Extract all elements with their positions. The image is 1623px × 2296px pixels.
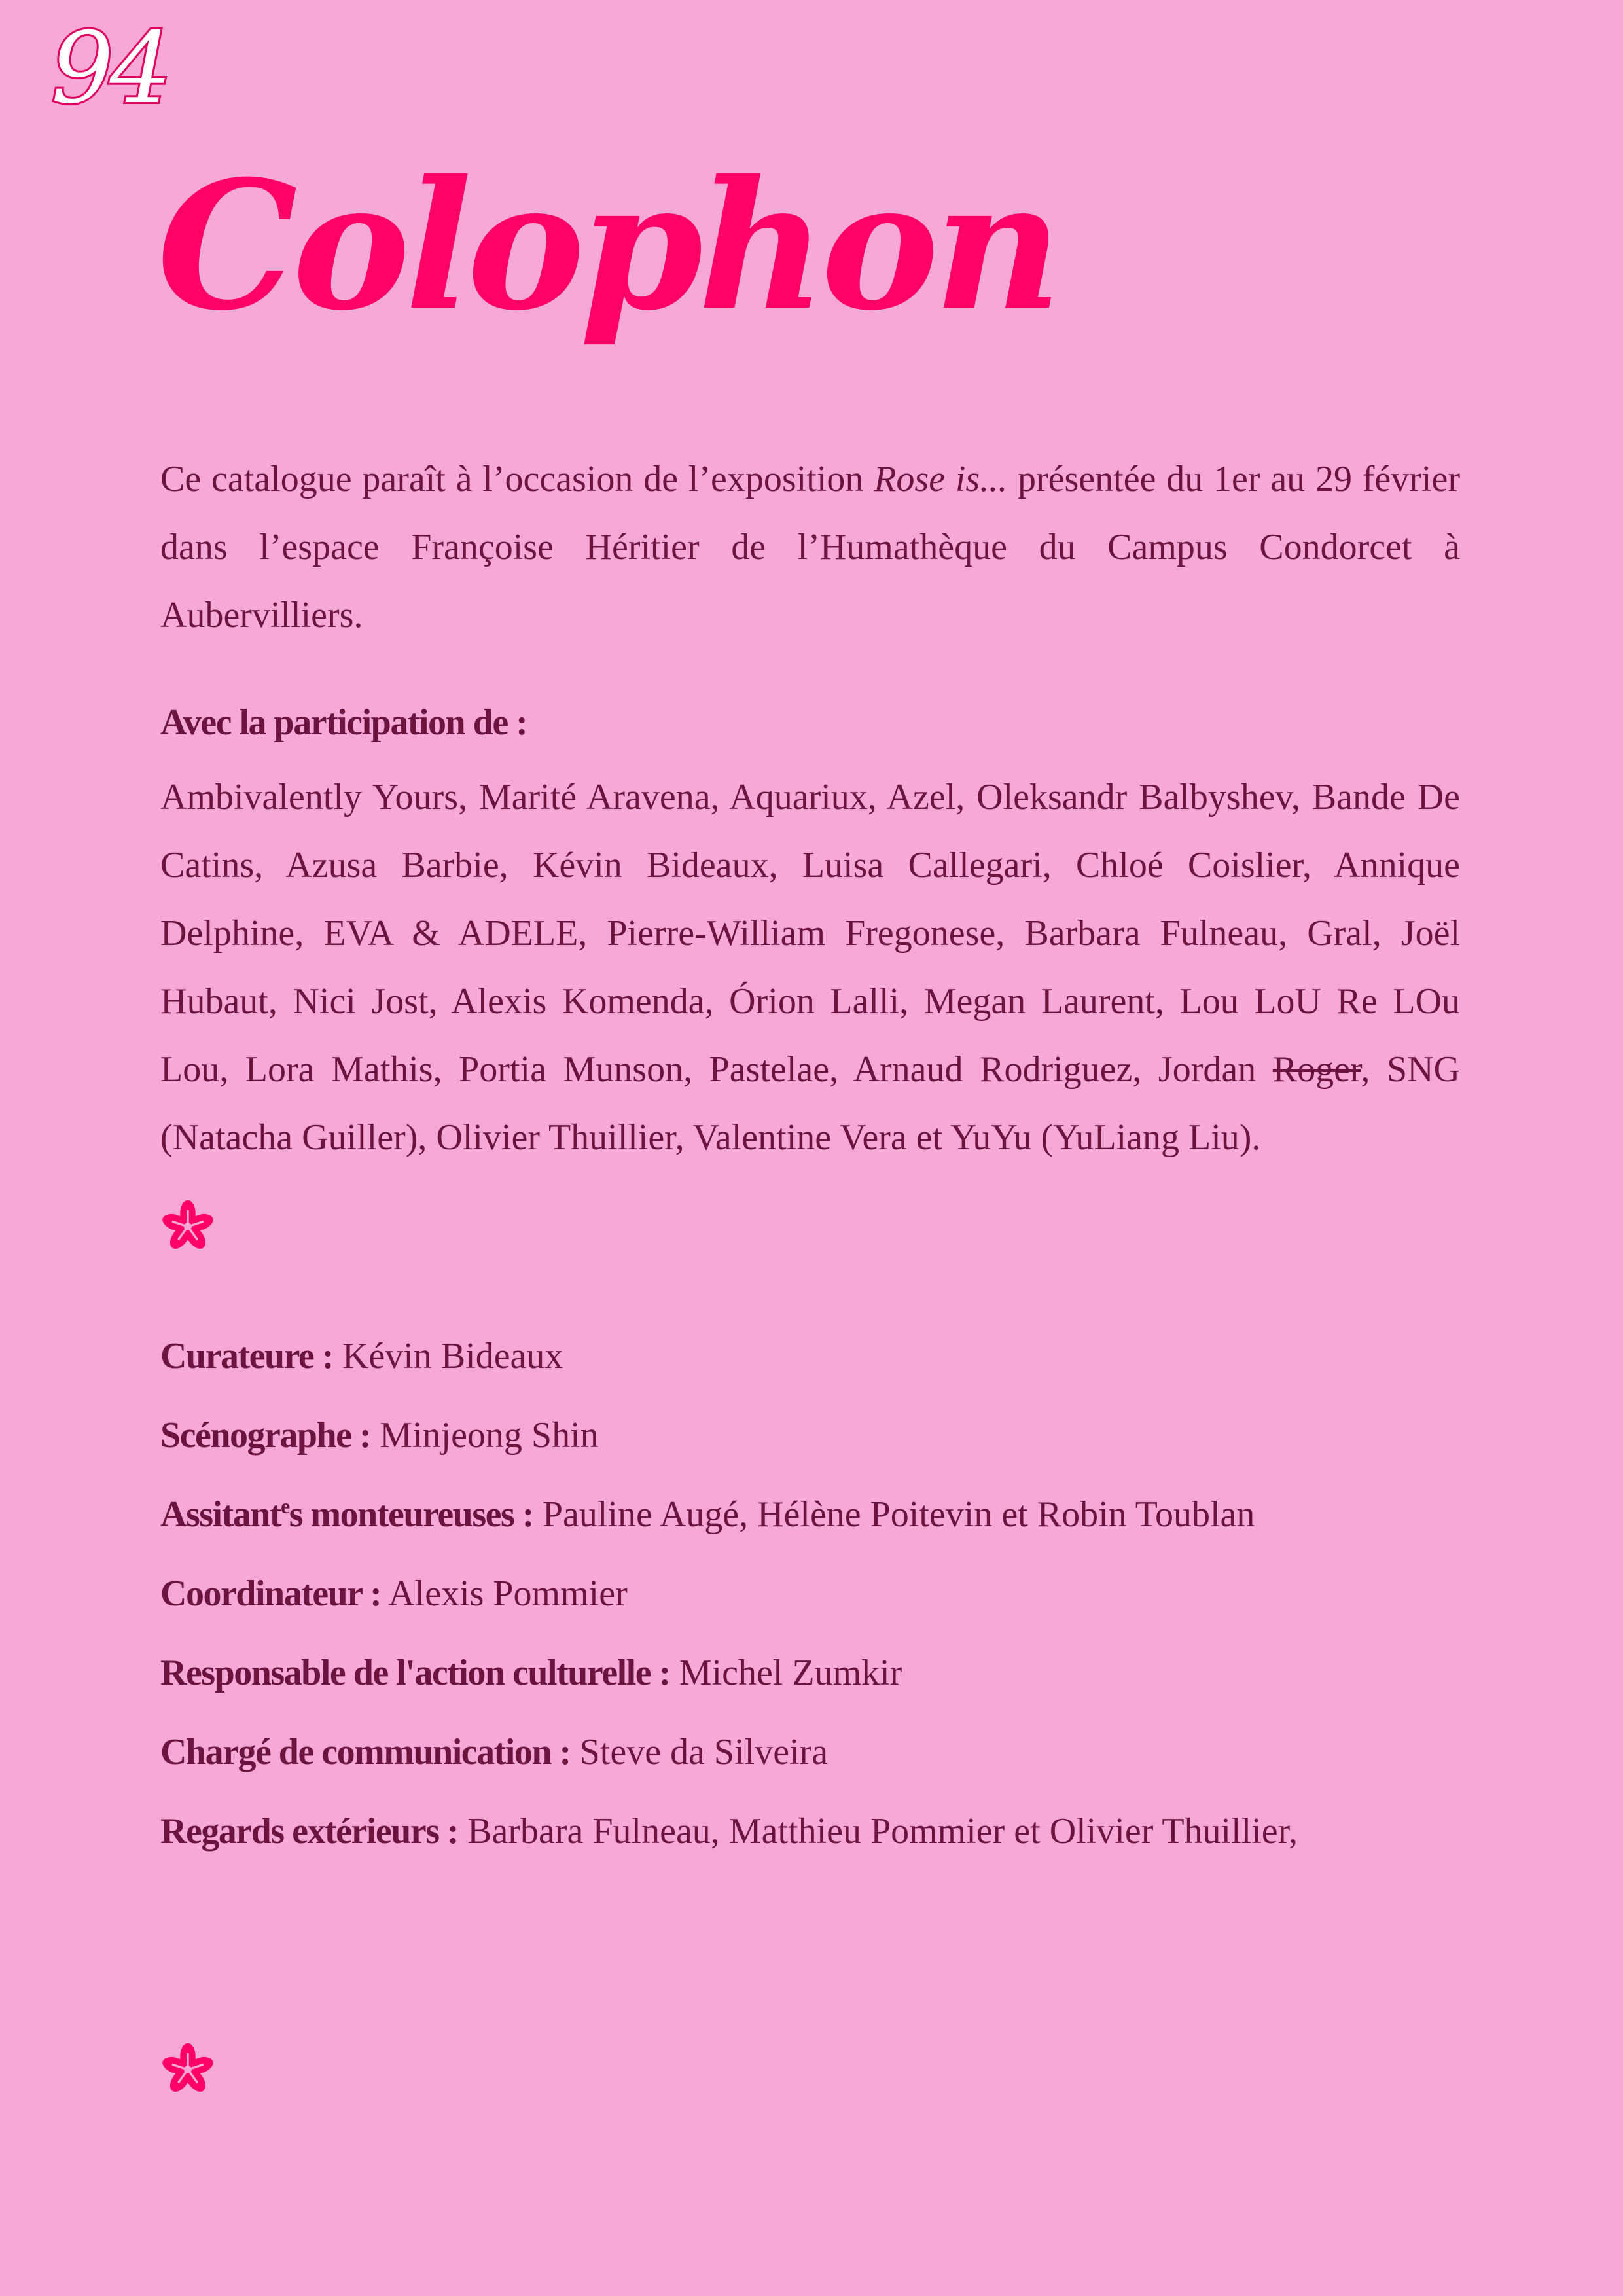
credit-value: Michel Zumkir xyxy=(669,1653,902,1693)
credit-label-part: Assitant xyxy=(160,1494,281,1535)
credit-label-part: s monteureuses : xyxy=(289,1494,533,1535)
participants-text-start: Ambivalently Yours, Marité Aravena, Aquariux, Azel, Oleksandr Balbyshev, Bande De Catins, Azusa Barbie, Kévin Bideaux, Luisa Callegari, Chloé Coislier, Annique Delphine, EVA & ADELE, Pierre-William Fregonese, Barbara Fulneau, Gral, Joël Hubaut, Nici Jost, Alexis Komenda, Órion Lalli, Megan Laurent, Lou LoU Re LOu Lou, Lora Mathis, Portia Munson, Pastelae, Arnaud Rodriguez, Jordan xyxy=(160,777,1460,1090)
credit-label: Chargé de communication : xyxy=(160,1732,571,1772)
credit-label-sup: e xyxy=(281,1494,289,1518)
credit-label: Scénographe : xyxy=(160,1415,371,1456)
credit-label: Coordinateur : xyxy=(160,1573,382,1614)
credit-value: Minjeong Shin xyxy=(370,1415,599,1456)
credit-label: Responsable de l'action culturelle : xyxy=(160,1653,670,1693)
participants-text-end: , SNG (Natacha Guiller), Olivier Thuillier, Valentine Vera et YuYu (YuLiang Liu). xyxy=(160,1049,1460,1158)
participants-list xyxy=(160,763,1460,1172)
credit-regards xyxy=(160,1808,1460,1855)
credit-label: Curateure : xyxy=(160,1336,333,1376)
participation-label: Avec la participation de : xyxy=(160,702,527,743)
credit-communication xyxy=(160,1729,1460,1776)
credit-value: Steve da Silveira xyxy=(570,1732,829,1772)
exhibition-title: Rose is... xyxy=(874,459,1008,499)
credit-value: Alexis Pommier xyxy=(381,1573,628,1614)
credit-value: Barbara Fulneau, Matthieu Pommier et Olivier Thuillier, xyxy=(458,1811,1298,1852)
credit-responsable xyxy=(160,1649,1460,1696)
credit-label xyxy=(160,1494,533,1535)
page-number: 94 xyxy=(51,12,168,126)
intro-text-end: présentée du 1er au 29 février dans l’espace Françoise Héritier de l’Humathèque du Campus Condorcet à Aubervilliers. xyxy=(160,459,1460,636)
credit-assistants xyxy=(160,1491,1460,1538)
credit-label: Regards extérieurs : xyxy=(160,1811,459,1852)
main-content xyxy=(160,445,1460,1887)
credit-scenographe xyxy=(160,1412,1460,1459)
flower-ornament-icon xyxy=(160,2042,215,2097)
flower-ornament-icon xyxy=(160,1199,215,1254)
credit-coordinateur xyxy=(160,1570,1460,1617)
credit-value: Kévin Bideaux xyxy=(332,1336,563,1376)
credit-curateur xyxy=(160,1333,1460,1380)
struck-name: Roger xyxy=(1272,1049,1361,1090)
intro-text-start: Ce catalogue paraît à l’occasion de l’exposition xyxy=(160,459,874,499)
intro-paragraph xyxy=(160,445,1460,649)
page-title: Colophon xyxy=(157,141,1058,350)
credits-list xyxy=(160,1333,1460,1855)
credit-value: Pauline Augé, Hélène Poitevin et Robin Toublan xyxy=(533,1494,1255,1535)
